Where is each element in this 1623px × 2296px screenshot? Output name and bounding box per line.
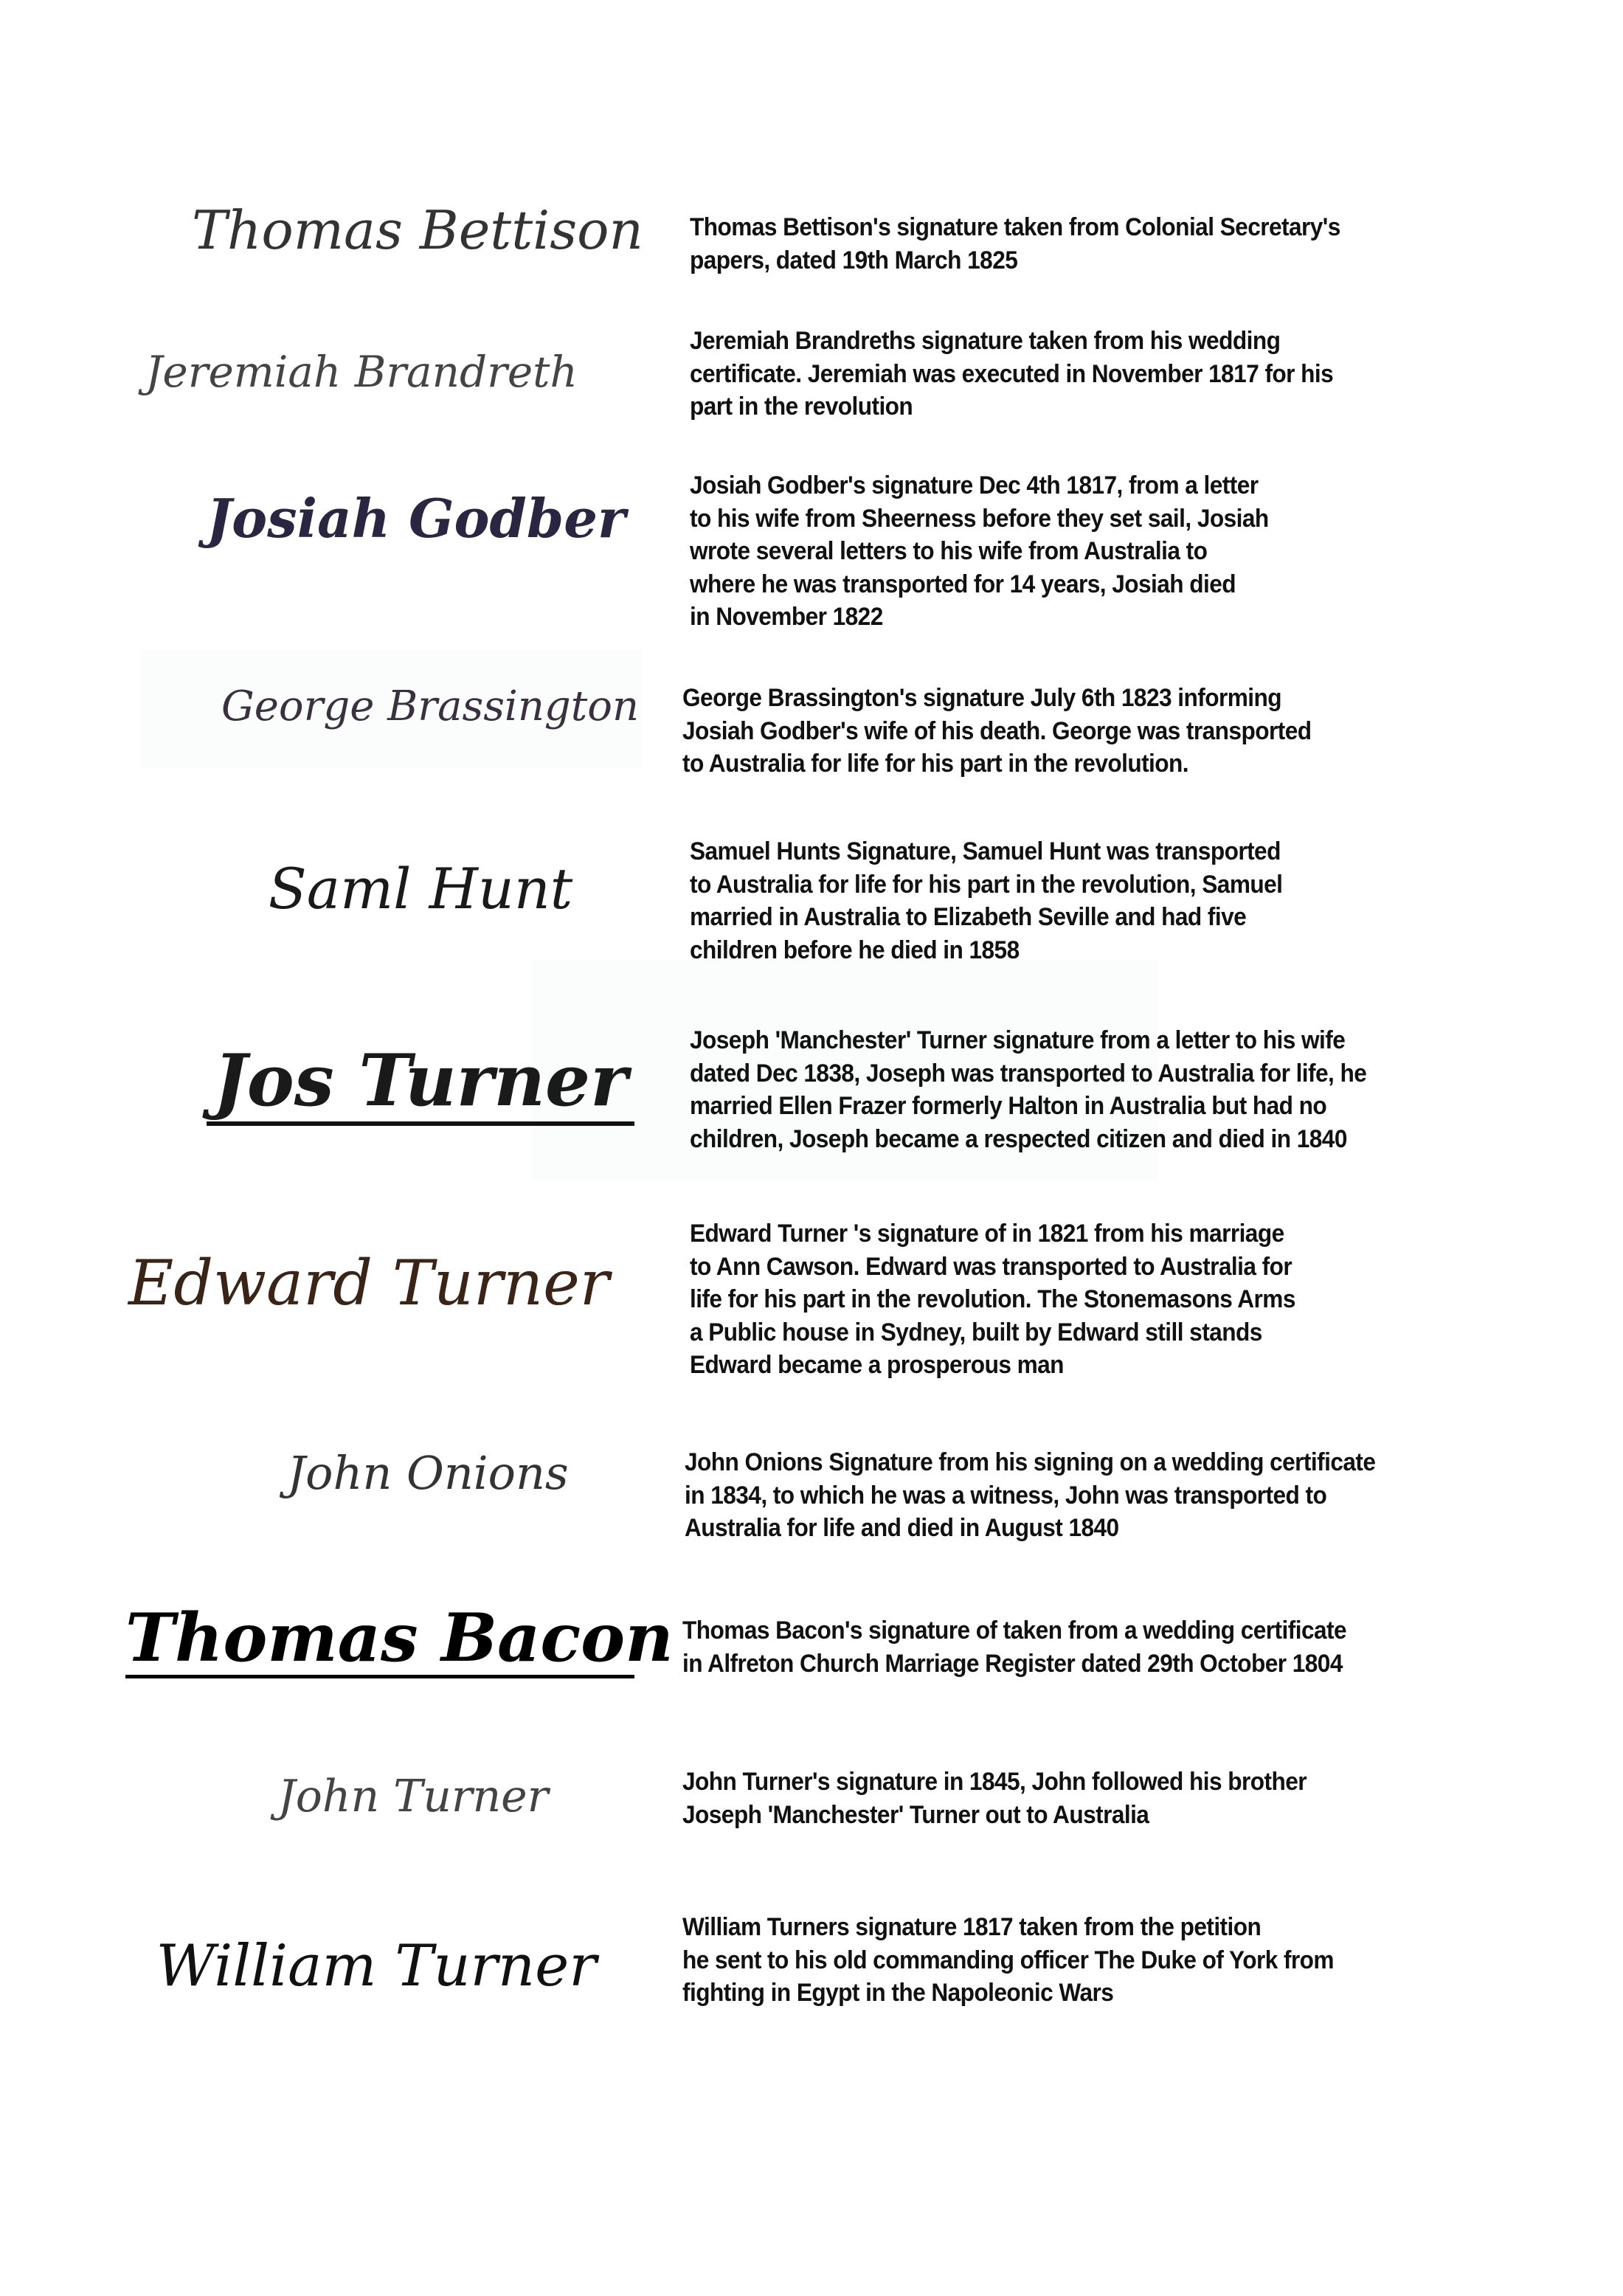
signature-william-turner: William Turner bbox=[156, 1933, 597, 1999]
signature-thomas-bettison: Thomas Bettison bbox=[192, 199, 643, 261]
caption-thomas-bettison: Thomas Bettison's signature taken from Colonial Secretary's papers, dated 19th March 1825 bbox=[690, 213, 1340, 274]
caption-william-turner: William Turners signature 1817 taken from the petition he sent to his old commanding officer The Duke of York from fighting in Egypt in the Napoleonic Wars bbox=[682, 1913, 1335, 2007]
caption-jeremiah-brandreth: Jeremiah Brandreths signature taken from his wedding certificate. Jeremiah was executed in November 1817 for his part in the revolution bbox=[690, 327, 1334, 421]
signature-john-turner: John Turner bbox=[277, 1771, 549, 1822]
signature-john-onions: John Onions bbox=[287, 1446, 569, 1500]
signature-george-brassington: George Brassington bbox=[221, 682, 640, 730]
caption-samuel-hunt: Samuel Hunts Signature, Samuel Hunt was transported to Australia for life for his part in the revolution, Samuel married in Australia to Elizabeth Seville and had five children before he died in 1858 bbox=[690, 837, 1283, 964]
caption-thomas-bacon: Thomas Bacon's signature of taken from a wedding certificate in Alfreton Church Marriage Register dated 29th October 1804 bbox=[682, 1616, 1347, 1678]
caption-josiah-godber: Josiah Godber's signature Dec 4th 1817, from a letter to his wife from Sheerness before they set sail, Josiah wrote several letters to his wife from Australia to where he was transported for 14 years, Josiah died in November 1822 bbox=[690, 471, 1269, 631]
caption-edward-turner: Edward Turner 's signature of in 1821 from his marriage to Ann Cawson. Edward was transported to Australia for life for his part in the revolution. The Stonemasons Arms a Public house in Sydney, built by Edward still stands Edward became a prosperous man bbox=[690, 1220, 1295, 1379]
caption-george-brassington: George Brassington's signature July 6th 1823 informing Josiah Godber's wife of his death. George was transported to Australia for life for his part in the revolution. bbox=[682, 684, 1312, 778]
signature-edward-turner: Edward Turner bbox=[128, 1247, 609, 1319]
caption-joseph-turner: Joseph 'Manchester' Turner signature from a letter to his wife dated Dec 1838, Joseph was transported to Australia for life, he married Ellen Frazer formerly Halton in Australia but had no children, Joseph became a respected citizen and died in 1840 bbox=[690, 1026, 1367, 1153]
signature-josiah-godber: Josiah Godber bbox=[207, 487, 626, 550]
signature-samuel-hunt: Saml Hunt bbox=[268, 856, 573, 921]
caption-john-turner: John Turner's signature in 1845, John followed his brother Joseph 'Manchester' Turner out to Australia bbox=[682, 1768, 1307, 1829]
signature-thomas-bacon: Thomas Bacon bbox=[125, 1599, 674, 1677]
signature-jeremiah-brandreth: Jeremiah Brandreth bbox=[145, 347, 578, 397]
signature-joseph-turner: Jos Turner bbox=[207, 1040, 634, 1126]
caption-john-onions: John Onions Signature from his signing on a wedding certificate in 1834, to which he was a witness, John was transported to Australia for life and died in August 1840 bbox=[685, 1448, 1376, 1542]
